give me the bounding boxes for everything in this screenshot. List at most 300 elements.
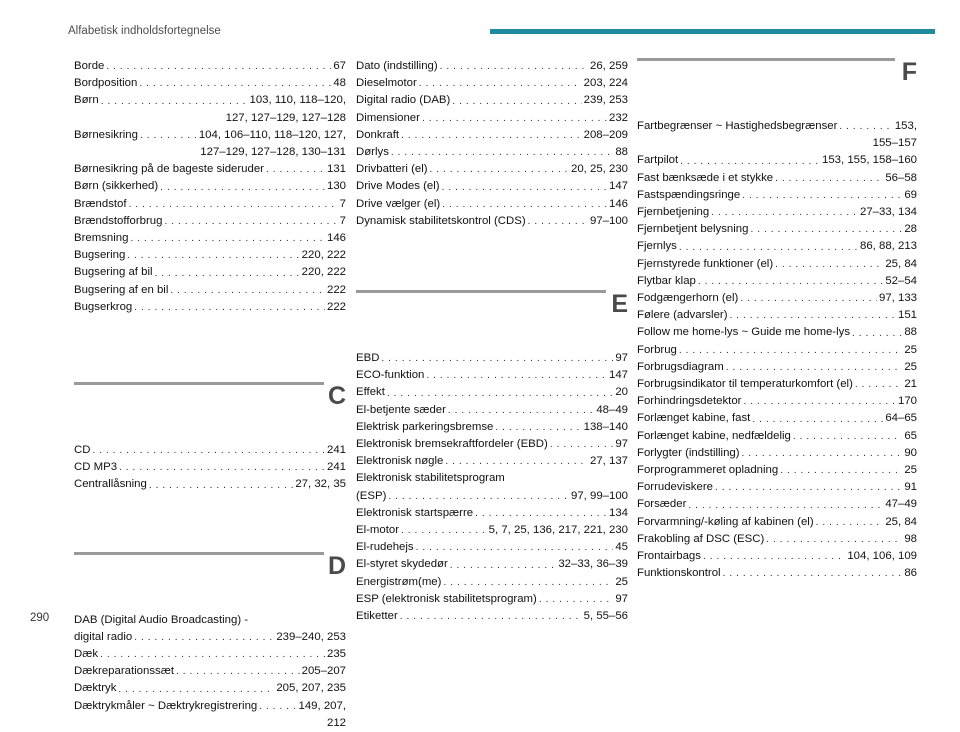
index-column-2	[356, 58, 628, 625]
dot-leader	[703, 551, 845, 562]
index-entry-term: Dieselmotor	[356, 77, 417, 90]
index-entry-term: Dato (indstilling)	[356, 60, 438, 72]
dot-leader	[839, 121, 892, 132]
index-entry-pages: 222	[326, 300, 346, 313]
index-entry-pages-continued: 155–157	[872, 137, 917, 150]
dot-leader	[139, 78, 331, 89]
dot-leader	[816, 517, 884, 528]
index-entry-pages: 170	[897, 395, 917, 408]
index-entry	[356, 178, 628, 195]
index-entry	[637, 376, 917, 393]
index-entry	[356, 539, 628, 556]
index-entry-term: Flytbar klap	[637, 274, 696, 287]
index-entry-term: Fastspændingsringe	[637, 188, 741, 201]
index-entry-term: Forvarmning/-køling af kabinen (el)	[637, 515, 814, 528]
index-entry-term: Dæktryk	[74, 682, 117, 695]
index-entry-term: Forlænget kabine, fast	[637, 412, 751, 425]
dot-leader	[106, 61, 331, 72]
section-divider	[356, 290, 606, 293]
index-entry	[637, 496, 917, 513]
index-entry-term: Børnesikring	[74, 128, 138, 141]
index-entry	[637, 187, 917, 204]
index-entry-term: Dynamisk stabilitetskontrol (CDS)	[356, 214, 526, 227]
index-entry-pages: 26, 259	[589, 60, 628, 72]
index-entry-pages: 69	[904, 188, 917, 201]
index-entry-term: Elektronisk nøgle	[356, 455, 444, 468]
index-entry-pages: 205–207	[301, 665, 346, 678]
index-entry-pages: 5, 7, 25, 136, 217, 221, 230	[488, 524, 628, 537]
index-entry	[356, 470, 628, 504]
index-entry-pages: 65	[904, 429, 917, 442]
index-entry-pages: 25	[615, 575, 628, 588]
index-entry-pages: 45	[615, 541, 628, 554]
section-divider	[637, 58, 895, 61]
index-entry	[74, 680, 346, 697]
index-entry-term: Dæktrykmåler ~ Dæktrykregistrering	[74, 699, 258, 712]
dot-leader	[400, 611, 582, 622]
dot-leader	[391, 147, 613, 158]
index-entry	[356, 591, 628, 608]
index-entry	[356, 522, 628, 539]
dot-leader	[101, 96, 248, 107]
index-entry-term: Dimensioner	[356, 111, 420, 124]
dot-leader	[381, 353, 613, 364]
dot-leader	[118, 684, 274, 695]
index-entry	[356, 161, 628, 178]
index-entry	[74, 442, 346, 459]
index-entry-term: Forlygter (indstilling)	[637, 446, 740, 459]
index-entry-pages: 27, 32, 35	[295, 478, 346, 491]
dot-leader	[155, 268, 300, 279]
index-entry	[74, 247, 346, 264]
index-entry-pages: 25	[904, 360, 917, 373]
dot-leader	[119, 462, 325, 473]
index-entry-term: Forhindringsdetektor	[637, 395, 742, 408]
dot-leader	[539, 594, 613, 605]
index-entry-pages: 104, 106–110, 118–120, 127,	[198, 128, 346, 141]
index-entry-pages: 151	[897, 309, 917, 322]
index-entry	[637, 548, 917, 565]
index-entry	[637, 238, 917, 255]
dot-leader	[266, 164, 325, 175]
index-entry-pages: 21	[904, 378, 917, 391]
index-entry-pages: 48	[333, 77, 346, 90]
dot-leader	[750, 224, 902, 235]
dot-leader	[528, 216, 588, 227]
index-entry	[637, 359, 917, 376]
index-entry-term: El-betjente sæder	[356, 403, 446, 416]
index-entry-term: Borde	[74, 60, 105, 72]
index-entry-pages: 88	[615, 146, 628, 159]
index-entry-prefix: DAB (Digital Audio Broadcasting) -	[74, 613, 249, 626]
index-entry-pages: 98	[904, 532, 917, 545]
dot-leader	[743, 396, 896, 407]
index-entry-term: Forlænget kabine, nedfældelig	[637, 429, 791, 442]
section-divider	[74, 382, 324, 385]
index-entry	[74, 612, 346, 646]
index-entry-pages: 7	[339, 214, 346, 227]
index-entry	[356, 384, 628, 401]
index-entry-pages: 138–140	[583, 420, 628, 433]
dot-leader	[259, 701, 296, 712]
index-entry-pages: 28	[904, 223, 917, 236]
page-header-title: Alfabetisk indholdsfortegnelse	[68, 25, 221, 37]
index-entry-pages: 232	[608, 111, 628, 124]
index-entry-term: Bugsering af en bil	[74, 283, 169, 296]
index-entry-term: Forbrug	[637, 343, 677, 356]
index-entry-pages: 153, 155, 158–160	[821, 154, 917, 167]
index-entry-pages: 131	[326, 163, 346, 176]
index-entry	[637, 531, 917, 548]
index-entry-term: Forrudeviskere	[637, 481, 713, 494]
index-entry	[637, 479, 917, 496]
dot-leader	[164, 216, 337, 227]
index-entry-pages: 147	[608, 369, 628, 382]
index-entry-term: Frontairbags	[637, 550, 701, 563]
index-entry	[74, 58, 346, 75]
index-entry-pages-continued: 212	[326, 716, 346, 729]
index-entry-pages: 20, 25, 230	[570, 163, 628, 176]
dot-leader	[711, 207, 858, 218]
index-entry	[74, 230, 346, 247]
index-entry-pages: 208–209	[583, 128, 628, 141]
index-entry-term: Donkraft	[356, 128, 400, 141]
index-entry-term: (ESP)	[356, 489, 387, 502]
index-entry	[637, 221, 917, 238]
index-entry-term: Dæk	[74, 648, 99, 661]
index-entry-term: Fjernstyrede funktioner (el)	[637, 257, 774, 270]
index-entry	[356, 58, 628, 75]
index-entry	[637, 170, 917, 187]
dot-leader	[780, 465, 902, 476]
index-entry	[74, 161, 346, 178]
section-divider	[74, 552, 324, 555]
index-entry-pages: 88	[904, 326, 917, 339]
index-entry-term: Frakobling af DSC (ESC)	[637, 532, 765, 545]
index-entry-pages-continued: 127–129, 127–128, 130–131	[200, 146, 346, 159]
dot-leader	[134, 302, 325, 313]
index-entry	[74, 127, 346, 161]
index-entry	[637, 462, 917, 479]
dot-leader	[452, 96, 581, 107]
dot-leader	[448, 405, 594, 416]
index-entry-term: Brændstofforbrug	[74, 214, 163, 227]
index-entry-prefix: Elektronisk stabilitetsprogram	[356, 472, 505, 485]
index-entry-term: Børnesikring på de bageste sideruder	[74, 163, 264, 176]
index-entry	[637, 393, 917, 410]
section-letter: D	[327, 551, 346, 580]
index-entry-term: Bremsning	[74, 232, 129, 245]
index-entry	[74, 75, 346, 92]
index-column-3	[637, 58, 917, 582]
section-header	[74, 382, 346, 442]
index-entry-pages: 52–54	[885, 274, 917, 287]
index-entry-term: Bordposition	[74, 77, 138, 90]
index-entry-term: Fartbegrænser ~ Hastighedsbegrænser	[637, 120, 838, 132]
index-entry	[74, 646, 346, 663]
section-header	[74, 552, 346, 612]
dot-leader	[440, 61, 588, 72]
index-entry-pages: 86, 88, 213	[859, 240, 917, 253]
index-entry-pages: 56–58	[885, 171, 917, 184]
index-entry-pages: 97–100	[589, 214, 628, 227]
dot-leader	[149, 480, 294, 491]
index-entry-term: ECO-funktion	[356, 369, 425, 382]
index-entry-pages: 239, 253	[583, 94, 628, 107]
index-entry-pages: 222	[326, 283, 346, 296]
index-entry-pages: 64–65	[885, 412, 917, 425]
index-entry-term: Fjernlys	[637, 240, 677, 253]
index-entry	[74, 698, 346, 732]
dot-leader	[680, 156, 820, 167]
dot-leader	[475, 508, 607, 519]
index-entry-term: Bugserkrog	[74, 300, 133, 313]
index-entry-pages: 97	[615, 438, 628, 451]
index-entry-term: Fjernbetjent belysning	[637, 223, 749, 236]
dot-leader	[698, 276, 883, 287]
index-entry	[637, 307, 917, 324]
index-entry-pages: 27, 137	[589, 455, 628, 468]
index-entry-pages: 97	[615, 592, 628, 605]
index-entry-term: Drive vælger (el)	[356, 197, 441, 210]
index-entry-pages: 67	[333, 60, 346, 72]
index-entry	[356, 144, 628, 161]
dot-leader	[130, 233, 325, 244]
section-header	[356, 290, 628, 350]
index-entry-term: Forbrugsindikator til temperaturkomfort (el)	[637, 378, 853, 391]
index-entry	[637, 342, 917, 359]
index-entry-pages: 7	[339, 197, 346, 210]
dot-leader	[726, 362, 903, 373]
dot-leader	[445, 456, 588, 467]
index-entry	[637, 514, 917, 531]
index-entry-pages: 203, 224	[583, 77, 628, 90]
index-entry-pages: 48–49	[596, 403, 628, 416]
dot-leader	[92, 445, 325, 456]
index-entry-pages: 97	[615, 352, 628, 365]
index-entry-term: Centrallåsning	[74, 478, 147, 491]
index-entry	[74, 213, 346, 230]
index-entry-term: Fartpilot	[637, 154, 679, 167]
index-entry-term: El-styret skydedør	[356, 558, 448, 571]
dot-leader	[730, 310, 896, 321]
index-entry-term: ESP (elektronisk stabilitetsprogram)	[356, 592, 537, 605]
dot-leader	[775, 173, 883, 184]
dot-leader	[388, 491, 569, 502]
index-entry	[637, 565, 917, 582]
index-entry	[356, 574, 628, 591]
dot-leader	[140, 130, 197, 141]
index-entry-term: Elektronisk bremsekraftfordeler (EBD)	[356, 438, 548, 451]
index-entry	[356, 367, 628, 384]
dot-leader	[160, 182, 325, 193]
index-entry	[74, 92, 346, 126]
dot-leader	[100, 649, 325, 660]
index-entry-pages: 97, 133	[878, 292, 917, 305]
index-entry	[356, 213, 628, 230]
dot-leader	[127, 250, 299, 261]
dot-leader	[387, 388, 613, 399]
dot-leader	[715, 482, 902, 493]
index-entry-term: Elektrisk parkeringsbremse	[356, 420, 494, 433]
index-entry-pages: 91	[904, 481, 917, 494]
index-entry-pages: 25	[904, 464, 917, 477]
dot-leader	[430, 164, 569, 175]
section-letter: C	[327, 382, 346, 411]
index-entry-term: Fast bænksæde i et stykke	[637, 171, 774, 184]
page-number: 290	[30, 612, 50, 624]
dot-leader	[134, 632, 274, 643]
dot-leader	[419, 78, 582, 89]
index-entry	[356, 608, 628, 625]
index-entry	[356, 75, 628, 92]
index-entry	[356, 127, 628, 144]
dot-leader	[176, 666, 300, 677]
index-entry-term: El-motor	[356, 524, 400, 537]
dot-leader	[679, 242, 858, 253]
dot-leader	[742, 448, 903, 459]
index-entry	[356, 419, 628, 436]
index-entry-pages: 146	[608, 197, 628, 210]
index-entry-term: Fodgængerhorn (el)	[637, 292, 739, 305]
index-entry	[356, 196, 628, 213]
index-entry-term: Forprogrammeret opladning	[637, 464, 779, 477]
dot-leader	[550, 439, 614, 450]
index-entry-pages: 220, 222	[301, 249, 346, 262]
index-entry-term: Effekt	[356, 386, 385, 399]
dot-leader	[775, 259, 883, 270]
index-entry-pages: 86	[904, 567, 917, 580]
dot-leader	[442, 182, 607, 193]
index-entry	[356, 402, 628, 419]
dot-leader	[855, 379, 902, 390]
dot-leader	[443, 577, 613, 588]
index-entry-pages: 220, 222	[301, 266, 346, 279]
index-entry	[637, 290, 917, 307]
index-entry-pages: 241	[326, 461, 346, 474]
index-entry-term: Follow me home-lys ~ Guide me home-lys	[637, 326, 851, 339]
dot-leader	[129, 199, 338, 210]
dot-leader	[426, 370, 607, 381]
dot-leader	[442, 199, 607, 210]
index-entry	[637, 324, 917, 341]
index-entry	[74, 282, 346, 299]
index-entry-term: Brændstof	[74, 197, 127, 210]
dot-leader	[422, 113, 607, 124]
index-entry-term: Bugsering	[74, 249, 126, 262]
index-entry	[74, 178, 346, 195]
section-letter: F	[901, 58, 917, 86]
index-entry-pages: 239–240, 253	[276, 630, 346, 643]
index-entry-term: Børn	[74, 94, 99, 107]
dot-leader	[401, 525, 487, 536]
index-entry-pages: 103, 110, 118–120,	[249, 94, 346, 107]
dot-leader	[679, 345, 902, 356]
index-entry-term: digital radio	[74, 630, 133, 643]
index-entry	[356, 110, 628, 127]
index-entry-term: Børn (sikkerhed)	[74, 180, 159, 193]
index-entry	[356, 505, 628, 522]
index-entry-pages: 25, 84	[885, 257, 917, 270]
index-entry	[74, 459, 346, 476]
index-entry-pages: 205, 207, 235	[276, 682, 346, 695]
index-entry-pages: 149, 207,	[298, 699, 346, 712]
dot-leader	[752, 414, 883, 425]
index-entry-term: Drive Modes (el)	[356, 180, 440, 193]
index-entry	[356, 436, 628, 453]
dot-leader	[401, 130, 582, 141]
index-entry	[74, 663, 346, 680]
index-entry-pages: 32–33, 36–39	[558, 558, 628, 571]
dot-leader	[688, 500, 883, 511]
dot-leader	[793, 431, 902, 442]
index-entry	[74, 476, 346, 493]
index-entry	[637, 428, 917, 445]
index-entry	[356, 556, 628, 573]
index-entry-pages: 25	[904, 343, 917, 356]
dot-leader	[450, 560, 557, 571]
index-entry-pages: 241	[326, 444, 346, 457]
index-entry-pages: 104, 106, 109	[847, 550, 917, 563]
index-entry-pages: 97, 99–100	[570, 489, 628, 502]
index-entry	[637, 445, 917, 462]
index-entry-pages: 5, 55–56	[583, 610, 628, 623]
index-entry-term: Dækreparationssæt	[74, 665, 175, 678]
index-entry-pages: 130	[326, 180, 346, 193]
section-header	[637, 58, 917, 118]
index-entry-term: Bugsering af bil	[74, 266, 153, 279]
dot-leader	[416, 542, 614, 553]
index-entry-term: Fjernbetjening	[637, 206, 710, 219]
dot-leader	[740, 293, 877, 304]
index-entry-pages: 146	[326, 232, 346, 245]
index-entry-term: Etiketter	[356, 610, 398, 623]
index-entry-term: CD	[74, 444, 91, 457]
index-entry-term: CD MP3	[74, 461, 118, 474]
index-entry	[356, 350, 628, 367]
index-entry	[637, 204, 917, 221]
index-entry-term: Drivbatteri (el)	[356, 163, 428, 176]
index-entry-term: EBD	[356, 352, 380, 365]
index-entry-term: Forbrugsdiagram	[637, 360, 724, 373]
dot-leader	[852, 328, 902, 339]
index-entry-term: Digital radio (DAB)	[356, 94, 451, 107]
index-entry-pages: 20	[615, 386, 628, 399]
dot-leader	[742, 190, 902, 201]
dot-leader	[723, 568, 903, 579]
index-entry-pages-continued: 127, 127–129, 127–128	[225, 111, 346, 124]
index-entry-pages: 147	[608, 180, 628, 193]
index-entry-term: El-rudehejs	[356, 541, 414, 554]
index-entry-term: Dørlys	[356, 146, 389, 159]
dot-leader	[170, 285, 325, 296]
index-entry-term: Energistrøm(me)	[356, 575, 442, 588]
index-entry	[637, 152, 917, 169]
index-entry-term: Funktionskontrol	[637, 567, 721, 580]
index-entry	[637, 118, 917, 152]
index-entry-pages: 235	[326, 648, 346, 661]
index-entry-term: Følere (advarsler)	[637, 309, 728, 322]
index-entry	[74, 196, 346, 213]
index-entry-pages: 134	[608, 506, 628, 519]
index-entry-term: Forsæder	[637, 498, 687, 511]
index-entry	[74, 264, 346, 281]
header-accent-bar	[490, 29, 935, 34]
index-entry	[356, 92, 628, 109]
index-entry-pages: 153,	[894, 120, 917, 132]
dot-leader	[495, 422, 581, 433]
index-entry-pages: 27–33, 134	[859, 206, 917, 219]
